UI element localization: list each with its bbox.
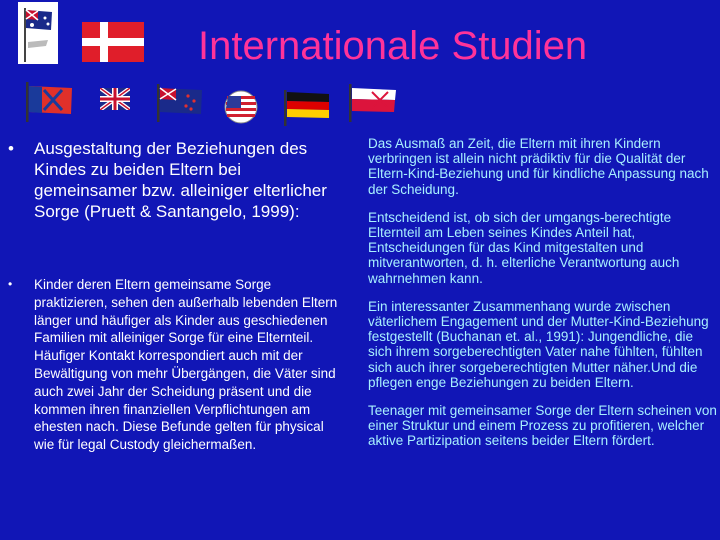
- sub-bullet-text: Kinder deren Eltern gemeinsame Sorge praktizieren, sehen den außerhalb lebenden Eltern länger und häufiger als Kinder aus geschiedenen Familien mit alleiniger Sorge für eine Elternteil. Häufiger Kontakt korrespondiert auch mit der Bewältigung von mehr Übergängen, die Väter sind auch zwei Jahr der Scheidung präsent und die kommen ihren finanziellen Verpflichtungen am ehesten nach. Diese Befunde gelten für physical wie für legal Custody gleichermaßen.: [34, 277, 338, 453]
- right-column: [368, 136, 718, 462]
- main-bullet-text: Ausgestaltung der Beziehungen des Kindes zu beiden Eltern bei gemeinsamer bzw. alleiniger elterlicher Sorge (Pruett & Santangelo, 1999):: [34, 139, 327, 221]
- page-title: Internationale Studien: [198, 24, 588, 68]
- usa-flag: [224, 90, 258, 129]
- australia-flag: [18, 2, 58, 69]
- germany-flag: [283, 88, 333, 131]
- france-flag: [24, 80, 76, 127]
- paragraph-decisive: Entscheidend ist, ob sich der umgangs-berechtigte Elternteil am Leben seines Kindes Anteil hat, Entscheidungen für das Kind mitgestalten und mitverantworten, d. h. elterliche Verantwortung auch wahrnehmen kann.: [368, 209, 680, 286]
- uk-flag: [100, 88, 130, 115]
- paragraph-time: Das Ausmaß an Zeit, die Eltern mit ihren Kindern verbringen ist allein nicht prädiktiv für die Qualität der Eltern-Kind-Beziehung und für kindliche Anpassung nach der Scheidung.: [368, 136, 709, 197]
- sub-bullet: [8, 276, 338, 454]
- new-zealand-flag: [156, 82, 206, 127]
- paragraph-relationship: Ein interessanter Zusammenhang wurde zwischen väterlichem Engagement und der Mutter-Kind-Beziehung festgestellt (Buchanan et. al., 1991): Jungendliche, die sich ihrem sorgeberechtigten Vater nahe fühlten, fühlten sich auch ihrer sorgeberechtigten Mutter näher.Und die pflegen enge Beziehungen zu beiden Eltern.: [368, 298, 709, 390]
- denmark-flag: [82, 22, 144, 67]
- bullet-marker: •: [8, 277, 13, 291]
- paragraph-teenager: Teenager mit gemeinsamer Sorge der Eltern scheinen von einer Struktur und einem Prozess zu profitieren, welcher aktive Partizipation seitens beider Eltern fördert.: [368, 403, 717, 449]
- bullet-marker: •: [8, 139, 14, 158]
- poland-flag: [348, 82, 400, 127]
- main-bullet: [8, 138, 328, 222]
